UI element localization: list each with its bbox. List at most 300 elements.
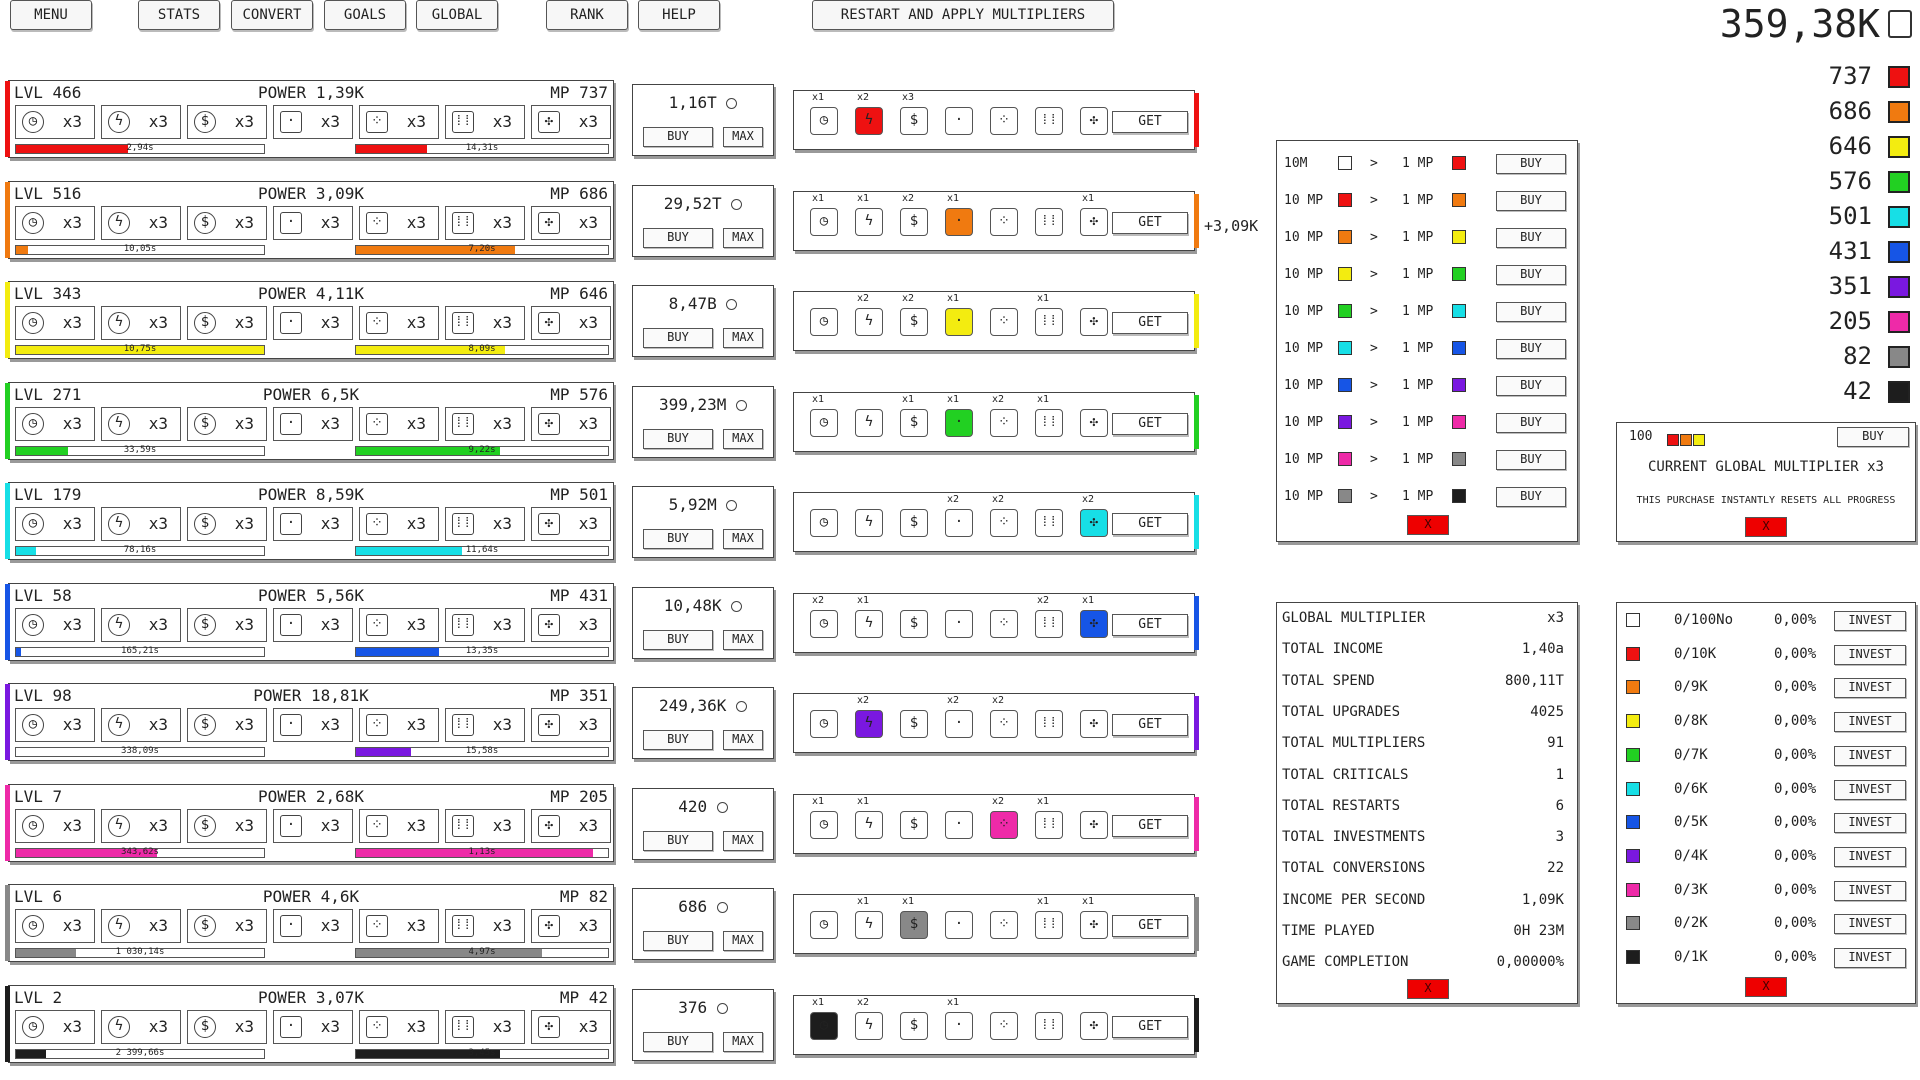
dollar-icon: $ (909, 112, 919, 128)
boost-slot[interactable] (810, 710, 838, 738)
upgrade-slot[interactable] (187, 608, 267, 642)
upgrade-slot[interactable] (187, 1010, 267, 1044)
level-panel (8, 784, 614, 862)
upgrade-slot[interactable] (15, 306, 95, 340)
boost-slot[interactable] (810, 208, 838, 236)
upgrade-slot[interactable] (273, 708, 353, 742)
upgrade-slot[interactable] (359, 608, 439, 642)
invest-close-button[interactable]: X (1745, 977, 1787, 997)
dice-six-icon: ⁞⁞ (1040, 313, 1058, 329)
resource-swatch (1888, 381, 1910, 403)
boost-slot[interactable] (945, 610, 973, 638)
buy-button[interactable]: BUY (643, 429, 713, 449)
exchange-to: 1 MP (1402, 415, 1434, 430)
upgrade-slot[interactable] (101, 105, 181, 139)
stats-close-button[interactable]: X (1407, 979, 1449, 999)
invest-button[interactable]: INVEST (1834, 881, 1906, 901)
dice-four-icon: ⁘ (998, 614, 1010, 631)
upgrade-slot[interactable] (101, 708, 181, 742)
boost-slot[interactable] (900, 610, 928, 638)
boost-slot[interactable] (900, 710, 928, 738)
get-button[interactable]: GET (1112, 111, 1188, 133)
upgrade-slot[interactable] (101, 507, 181, 541)
upgrade-slot[interactable] (101, 1010, 181, 1044)
boost-slot[interactable] (810, 409, 838, 437)
buy-cost-value: 399,23M (658, 394, 727, 414)
invest-button[interactable]: INVEST (1834, 746, 1906, 766)
upgrade-slot[interactable] (531, 407, 611, 441)
upgrade-slot[interactable] (187, 105, 267, 139)
boost-slot[interactable] (945, 409, 973, 437)
boost-slot[interactable] (1035, 710, 1063, 738)
dice-four-icon: ⁘ (998, 313, 1010, 329)
upgrade-slot[interactable] (531, 1010, 611, 1044)
help-button[interactable]: HELP (638, 0, 720, 30)
boost-slot[interactable] (810, 911, 838, 939)
global-close-button[interactable]: X (1745, 517, 1787, 537)
clover-icon: ✣ (1089, 715, 1099, 731)
upgrade-slot[interactable] (101, 608, 181, 642)
progress-bar (355, 144, 609, 154)
boost-slot[interactable] (945, 911, 973, 939)
boost-slot[interactable] (855, 710, 883, 738)
dice-four-icon: ⁘ (998, 715, 1010, 731)
dice-four-icon: ⁘ (366, 212, 388, 234)
boost-slot[interactable] (900, 911, 928, 939)
upgrade-slot[interactable] (187, 809, 267, 843)
dice-six-icon: ⁞⁞ (1040, 112, 1058, 128)
upgrade-multiplier: x3 (320, 614, 340, 634)
dice-six-icon: ⁞⁞ (1040, 614, 1058, 631)
boost-slot[interactable] (900, 509, 928, 537)
max-button[interactable]: MAX (723, 529, 763, 549)
max-button[interactable]: MAX (723, 630, 763, 650)
buy-button[interactable]: BUY (643, 1032, 713, 1052)
boost-slot[interactable] (945, 509, 973, 537)
get-button[interactable]: GET (1112, 915, 1188, 937)
progress-bar (15, 245, 265, 255)
boost-slot[interactable] (855, 610, 883, 638)
buy-cost-value: 376 (678, 997, 708, 1017)
boost-slot[interactable] (900, 811, 928, 839)
get-button[interactable]: GET (1112, 614, 1188, 636)
upgrade-slot[interactable] (359, 105, 439, 139)
upgrade-slot[interactable] (359, 507, 439, 541)
dice-one-icon: · (954, 313, 964, 329)
upgrade-slot[interactable] (359, 206, 439, 240)
boost-slot[interactable] (1035, 107, 1063, 135)
max-button[interactable]: MAX (723, 931, 763, 951)
boost-slot[interactable] (945, 107, 973, 135)
invest-button[interactable]: INVEST (1834, 813, 1906, 833)
upgrade-slot[interactable] (445, 708, 525, 742)
invest-button[interactable]: INVEST (1834, 611, 1906, 631)
upgrade-multiplier: x3 (62, 212, 82, 232)
boost-accent (1194, 495, 1199, 549)
dollar-icon: $ (909, 916, 919, 932)
upgrade-slot[interactable] (15, 909, 95, 943)
boost-slot[interactable] (1080, 710, 1108, 738)
exchange-buy-button[interactable]: BUY (1496, 339, 1566, 359)
upgrade-slot[interactable] (273, 1010, 353, 1044)
buy-cost (633, 596, 773, 615)
get-button[interactable]: GET (1112, 1016, 1188, 1038)
boost-slot[interactable] (855, 509, 883, 537)
boost-slot[interactable] (945, 1012, 973, 1040)
boost-slot[interactable] (855, 811, 883, 839)
boost-slot[interactable] (810, 509, 838, 537)
stat-value: x3 (1547, 610, 1564, 626)
coin-icon (717, 802, 728, 813)
boost-slot[interactable] (810, 308, 838, 336)
boost-slot[interactable] (1080, 509, 1108, 537)
upgrade-slot[interactable] (273, 306, 353, 340)
exchange-from-swatch (1338, 193, 1352, 207)
upgrade-multiplier: x3 (320, 916, 340, 935)
exchange-from: 10 MP (1284, 489, 1324, 504)
boost-slot[interactable] (945, 811, 973, 839)
get-button[interactable]: GET (1112, 212, 1188, 234)
dice-one-icon: · (954, 1016, 964, 1033)
buy-cost-value: 1,16T (668, 93, 717, 112)
upgrade-slot[interactable] (445, 507, 525, 541)
boost-slot[interactable] (855, 107, 883, 135)
level-mp: MP 431 (550, 585, 608, 605)
exchange-buy-button[interactable]: BUY (1496, 413, 1566, 433)
upgrade-slot[interactable] (187, 708, 267, 742)
exchange-row (1278, 446, 1574, 476)
upgrade-slot[interactable] (101, 407, 181, 441)
max-button[interactable]: MAX (723, 429, 763, 449)
buy-button[interactable]: BUY (643, 529, 713, 549)
invest-button[interactable]: INVEST (1834, 780, 1906, 800)
buy-button[interactable]: BUY (643, 228, 713, 248)
boost-count: x1 (947, 996, 960, 1008)
exchange-close-button[interactable]: X (1407, 515, 1449, 535)
exchange-buy-button[interactable]: BUY (1496, 450, 1566, 470)
invest-button[interactable]: INVEST (1834, 678, 1906, 698)
progress-bar (15, 446, 265, 456)
upgrade-slot[interactable] (187, 507, 267, 541)
boost-slot[interactable] (990, 610, 1018, 638)
upgrade-slot[interactable] (187, 407, 267, 441)
lightning-icon: ϟ (864, 614, 874, 631)
buy-button[interactable]: BUY (643, 831, 713, 851)
boost-slot[interactable] (855, 208, 883, 236)
boost-accent (1194, 395, 1199, 449)
upgrade-slot[interactable] (531, 206, 611, 240)
dice-one-icon: · (954, 815, 964, 832)
upgrade-slot[interactable] (531, 909, 611, 943)
boost-slot[interactable] (990, 509, 1018, 537)
upgrade-slot[interactable] (187, 306, 267, 340)
boost-slot[interactable] (990, 308, 1018, 336)
lightning-icon: ϟ (864, 916, 874, 932)
upgrade-slot[interactable] (101, 809, 181, 843)
invest-button[interactable]: INVEST (1834, 847, 1906, 867)
get-button[interactable]: GET (1112, 714, 1188, 736)
upgrade-multiplier: x3 (148, 514, 168, 533)
coin-icon (726, 299, 737, 310)
progress-time: 1 030,14s (115, 947, 165, 957)
boost-slot[interactable] (945, 208, 973, 236)
boost-slot[interactable] (1035, 208, 1063, 236)
level-label: LVL 98 (14, 686, 72, 705)
dollar-icon: $ (909, 815, 919, 832)
boost-slot[interactable] (1080, 409, 1108, 437)
invest-button[interactable]: INVEST (1834, 712, 1906, 732)
upgrade-slot[interactable] (101, 909, 181, 943)
boost-slot[interactable] (1035, 509, 1063, 537)
upgrade-slot[interactable] (15, 708, 95, 742)
level-panel (8, 382, 614, 460)
buy-button[interactable]: BUY (643, 630, 713, 650)
upgrade-slot[interactable] (187, 909, 267, 943)
max-button[interactable]: MAX (723, 730, 763, 750)
resource-value: 82 (1843, 342, 1872, 370)
convert-button[interactable]: CONVERT (231, 0, 313, 30)
upgrade-slot[interactable] (273, 809, 353, 843)
boost-slot[interactable] (855, 911, 883, 939)
exchange-to-swatch (1452, 341, 1466, 355)
arrow-right-icon: > (1370, 341, 1378, 356)
exchange-to: 1 MP (1402, 452, 1434, 467)
progress-time: 9,22s (468, 444, 496, 455)
level-label: LVL 271 (14, 384, 82, 404)
invest-percent: 0,00% (1774, 814, 1817, 831)
progress-bar (355, 546, 609, 556)
boost-slot[interactable] (990, 710, 1018, 738)
boost-slot[interactable] (1080, 208, 1108, 236)
upgrade-slot[interactable] (531, 708, 611, 742)
stats-button[interactable]: STATS (138, 0, 220, 30)
boost-slot[interactable] (990, 1012, 1018, 1040)
exchange-to: 1 MP (1402, 341, 1434, 356)
upgrade-slot[interactable] (273, 608, 353, 642)
boost-slot[interactable] (855, 409, 883, 437)
progress-time: 15,58s (465, 746, 499, 756)
max-button[interactable]: MAX (723, 127, 763, 147)
upgrade-slot[interactable] (15, 407, 95, 441)
dice-one-icon: · (954, 916, 964, 932)
boost-slot[interactable] (855, 308, 883, 336)
resource-value: 646 (1828, 132, 1872, 160)
lightning-icon: ϟ (108, 714, 130, 736)
exchange-from: 10 MP (1284, 378, 1324, 393)
upgrade-slot[interactable] (15, 507, 95, 541)
invest-button[interactable]: INVEST (1834, 914, 1906, 934)
level-power: POWER 8,59K (258, 485, 364, 504)
upgrade-slot[interactable] (359, 708, 439, 742)
clover-icon: ✣ (1089, 815, 1099, 832)
upgrade-slot[interactable] (15, 809, 95, 843)
upgrade-slot[interactable] (445, 608, 525, 642)
boost-slot[interactable] (945, 308, 973, 336)
boost-count: x1 (902, 896, 915, 907)
global-cost-swatch (1680, 434, 1692, 446)
boost-slot[interactable] (810, 107, 838, 135)
exchange-buy-button[interactable]: BUY (1496, 154, 1566, 174)
upgrade-slot[interactable] (445, 306, 525, 340)
upgrade-slot[interactable] (359, 407, 439, 441)
boost-slot[interactable] (900, 107, 928, 135)
upgrade-slot[interactable] (359, 1010, 439, 1044)
upgrade-slot[interactable] (445, 809, 525, 843)
upgrade-slot[interactable] (273, 507, 353, 541)
dice-four-icon: ⁘ (366, 413, 388, 435)
upgrade-slot[interactable] (187, 206, 267, 240)
dice-four-icon: ⁘ (998, 1016, 1010, 1033)
boost-slot[interactable] (1080, 308, 1108, 336)
boost-slot[interactable] (855, 1012, 883, 1040)
boost-count: x1 (812, 393, 825, 405)
dice-four-icon: ⁘ (998, 212, 1010, 229)
max-button[interactable]: MAX (723, 328, 763, 348)
boost-count: x2 (857, 92, 870, 103)
resource-value: 351 (1828, 272, 1872, 300)
upgrade-slot[interactable] (531, 105, 611, 139)
max-button[interactable]: MAX (723, 228, 763, 248)
dice-one-icon: · (954, 514, 964, 530)
resource-swatch (1888, 206, 1910, 228)
boost-slot[interactable] (1035, 811, 1063, 839)
boost-slot[interactable] (1080, 107, 1108, 135)
invest-button[interactable]: INVEST (1834, 948, 1906, 968)
upgrade-slot[interactable] (15, 206, 95, 240)
upgrade-slot[interactable] (273, 206, 353, 240)
upgrade-multiplier: x3 (578, 413, 598, 433)
upgrade-slot[interactable] (359, 809, 439, 843)
global-buy-button[interactable]: BUY (1837, 427, 1909, 447)
boost-slot[interactable] (900, 1012, 928, 1040)
buy-cost (633, 897, 773, 916)
boost-slot[interactable] (990, 811, 1018, 839)
buy-button[interactable]: BUY (643, 931, 713, 951)
boost-slot[interactable] (990, 409, 1018, 437)
boost-slot[interactable] (1080, 911, 1108, 939)
get-button[interactable]: GET (1112, 513, 1188, 535)
buy-button[interactable]: BUY (643, 127, 713, 147)
upgrade-slot[interactable] (445, 407, 525, 441)
buy-button[interactable]: BUY (643, 730, 713, 750)
rank-button[interactable]: RANK (546, 0, 628, 30)
income-popup: +3,09K (1204, 216, 1259, 235)
boost-slot[interactable] (1035, 1012, 1063, 1040)
max-button[interactable]: MAX (723, 831, 763, 851)
upgrade-slot[interactable] (273, 105, 353, 139)
boost-slot[interactable] (1080, 811, 1108, 839)
boost-slot[interactable] (990, 107, 1018, 135)
boost-slot[interactable] (810, 610, 838, 638)
menu-button[interactable]: MENU (10, 0, 92, 30)
progress-bar (15, 647, 265, 657)
upgrade-slot[interactable] (15, 608, 95, 642)
upgrade-slot[interactable] (273, 909, 353, 943)
boost-panel (793, 191, 1195, 251)
invest-button[interactable]: INVEST (1834, 645, 1906, 665)
boost-panel (793, 90, 1195, 150)
upgrade-slot[interactable] (359, 909, 439, 943)
coin-icon (726, 500, 737, 511)
boost-slot[interactable] (1035, 308, 1063, 336)
boost-slot[interactable] (1080, 610, 1108, 638)
boost-slot[interactable] (990, 911, 1018, 939)
global-button[interactable]: GLOBAL (416, 0, 498, 30)
get-button[interactable]: GET (1112, 312, 1188, 334)
boost-slot[interactable] (1035, 610, 1063, 638)
dice-six-icon: ⁞⁞ (452, 513, 474, 535)
get-button[interactable]: GET (1112, 413, 1188, 435)
upgrade-slot[interactable] (531, 608, 611, 642)
buy-panel (632, 84, 774, 156)
exchange-buy-button[interactable]: BUY (1496, 302, 1566, 322)
boost-slot[interactable] (900, 208, 928, 236)
upgrade-slot[interactable] (445, 105, 525, 139)
boost-count: x1 (1082, 896, 1095, 907)
level-label: LVL 516 (14, 183, 82, 203)
clover-icon: ✣ (1089, 212, 1099, 229)
exchange-to: 1 MP (1402, 230, 1434, 245)
exchange-to-swatch (1452, 489, 1466, 503)
max-button[interactable]: MAX (723, 1032, 763, 1052)
exchange-buy-button[interactable]: BUY (1496, 376, 1566, 396)
dice-six-icon: ⁞⁞ (1040, 916, 1058, 932)
resource-value: 737 (1828, 62, 1872, 90)
upgrade-slot[interactable] (273, 407, 353, 441)
upgrade-slot[interactable] (101, 306, 181, 340)
exchange-buy-button[interactable]: BUY (1496, 487, 1566, 507)
exchange-buy-button[interactable]: BUY (1496, 265, 1566, 285)
boost-slot[interactable] (810, 1012, 838, 1040)
upgrade-multiplier: x3 (148, 614, 168, 634)
upgrade-slot[interactable] (15, 1010, 95, 1044)
invest-swatch (1626, 613, 1640, 627)
boost-slot[interactable] (810, 811, 838, 839)
boost-slot[interactable] (990, 208, 1018, 236)
boost-slot[interactable] (900, 308, 928, 336)
upgrade-slot[interactable] (445, 909, 525, 943)
goals-button[interactable]: GOALS (324, 0, 406, 30)
upgrade-slot[interactable] (445, 1010, 525, 1044)
upgrade-slot[interactable] (15, 105, 95, 139)
boost-slot[interactable] (900, 409, 928, 437)
upgrade-multiplier: x3 (320, 313, 340, 332)
buy-button[interactable]: BUY (643, 328, 713, 348)
restart-button[interactable]: RESTART AND APPLY MULTIPLIERS (812, 0, 1114, 30)
progress-bar (355, 647, 609, 657)
boost-slot[interactable] (945, 710, 973, 738)
boost-slot[interactable] (1035, 911, 1063, 939)
exchange-to-swatch (1452, 304, 1466, 318)
level-panel (8, 80, 614, 158)
upgrade-slot[interactable] (101, 206, 181, 240)
exchange-buy-button[interactable]: BUY (1496, 191, 1566, 211)
upgrade-slot[interactable] (359, 306, 439, 340)
boost-accent (1194, 696, 1199, 750)
upgrade-slot[interactable] (531, 306, 611, 340)
upgrade-slot[interactable] (531, 809, 611, 843)
upgrade-multiplier: x3 (320, 514, 340, 533)
upgrade-slot[interactable] (531, 507, 611, 541)
arrow-right-icon: > (1370, 304, 1378, 319)
upgrade-slot[interactable] (445, 206, 525, 240)
exchange-buy-button[interactable]: BUY (1496, 228, 1566, 248)
get-button[interactable]: GET (1112, 815, 1188, 837)
boost-slot[interactable] (1080, 1012, 1108, 1040)
boost-panel (793, 693, 1195, 753)
boost-count: x1 (812, 92, 825, 103)
boost-slot[interactable] (1035, 409, 1063, 437)
